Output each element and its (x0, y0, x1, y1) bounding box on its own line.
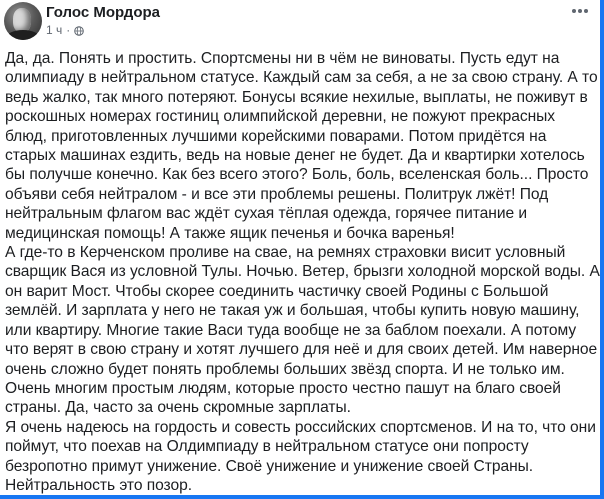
avatar[interactable] (4, 2, 42, 40)
globe-icon (74, 25, 84, 35)
post-paragraph: А где-то в Керченском проливе на свае, на ремнях страховки висит условный сварщик Вася из условной Тулы. Ночью. Ветер, брызги холодной морской воды. А он варит Мост. Чтобы скорее соединить частичку своей Родины с Большой землёй. И зарплата у него не такая уж и большая, чтобы купить новую машину, или квартиру. Многие такие Васи туда вообще не за баблом поехали. А потому что верят в свою страну и хотят лучшего для неё и для своих детей. Им наверное очень сложно будет понять проблемы больших звёзд спорта. И не только им. Очень многим простым людям, которые просто честно пашут на благо своей страны. Да, часто за очень скромные зарплаты. (5, 244, 600, 417)
post-paragraph: Я очень надеюсь на гордость и совесть российских спортсменов. И на то, что они поймут, что поехав на Олдимпиаду в нейтральном статусе они попросту безропотно примут унижение. Своё унижение и унижение своей Страны. Нейтральность это позор. (5, 418, 596, 494)
post-header (0, 0, 600, 44)
post-paragraph: Да, да. Понять и простить. Спортсмены ни в чём не виноваты. Пусть едут на олимпиаду в нейтральном статусе. Каждый сам за себя, а не за свою страну. А то ведь жалко, так много потеряют. Бонусы всякие нехилые, выплаты, не поживут в роскошных номерах гостиниц олимпийской деревни, не пожуют прекрасных блюд, приготовленных лучшими корейскими поварами. Потом придётся на старых машинах ездить, ведь на новые денег не будет. Да и квартирки хотелось бы получше конечно. Как без всего этого? Боль, боль, вселенская боль... Просто объяви себя нейтралом - и все эти проблемы решены. Политрук лжёт! Под нейтральным флагом вас ждёт сухая тёплая одежда, горячее питание и медицинская помощь! А также ящик печенья и бочка варенья! (5, 50, 598, 242)
page-name-link[interactable]: Голос Мордора (46, 4, 160, 21)
post-meta (46, 23, 84, 37)
avatar-face (13, 8, 31, 32)
avatar-shoulders (6, 30, 40, 40)
meta-separator: · (66, 23, 71, 37)
post-timestamp[interactable]: 1 ч (46, 23, 63, 37)
post-body (5, 49, 600, 495)
more-dots-icon[interactable] (570, 3, 590, 14)
